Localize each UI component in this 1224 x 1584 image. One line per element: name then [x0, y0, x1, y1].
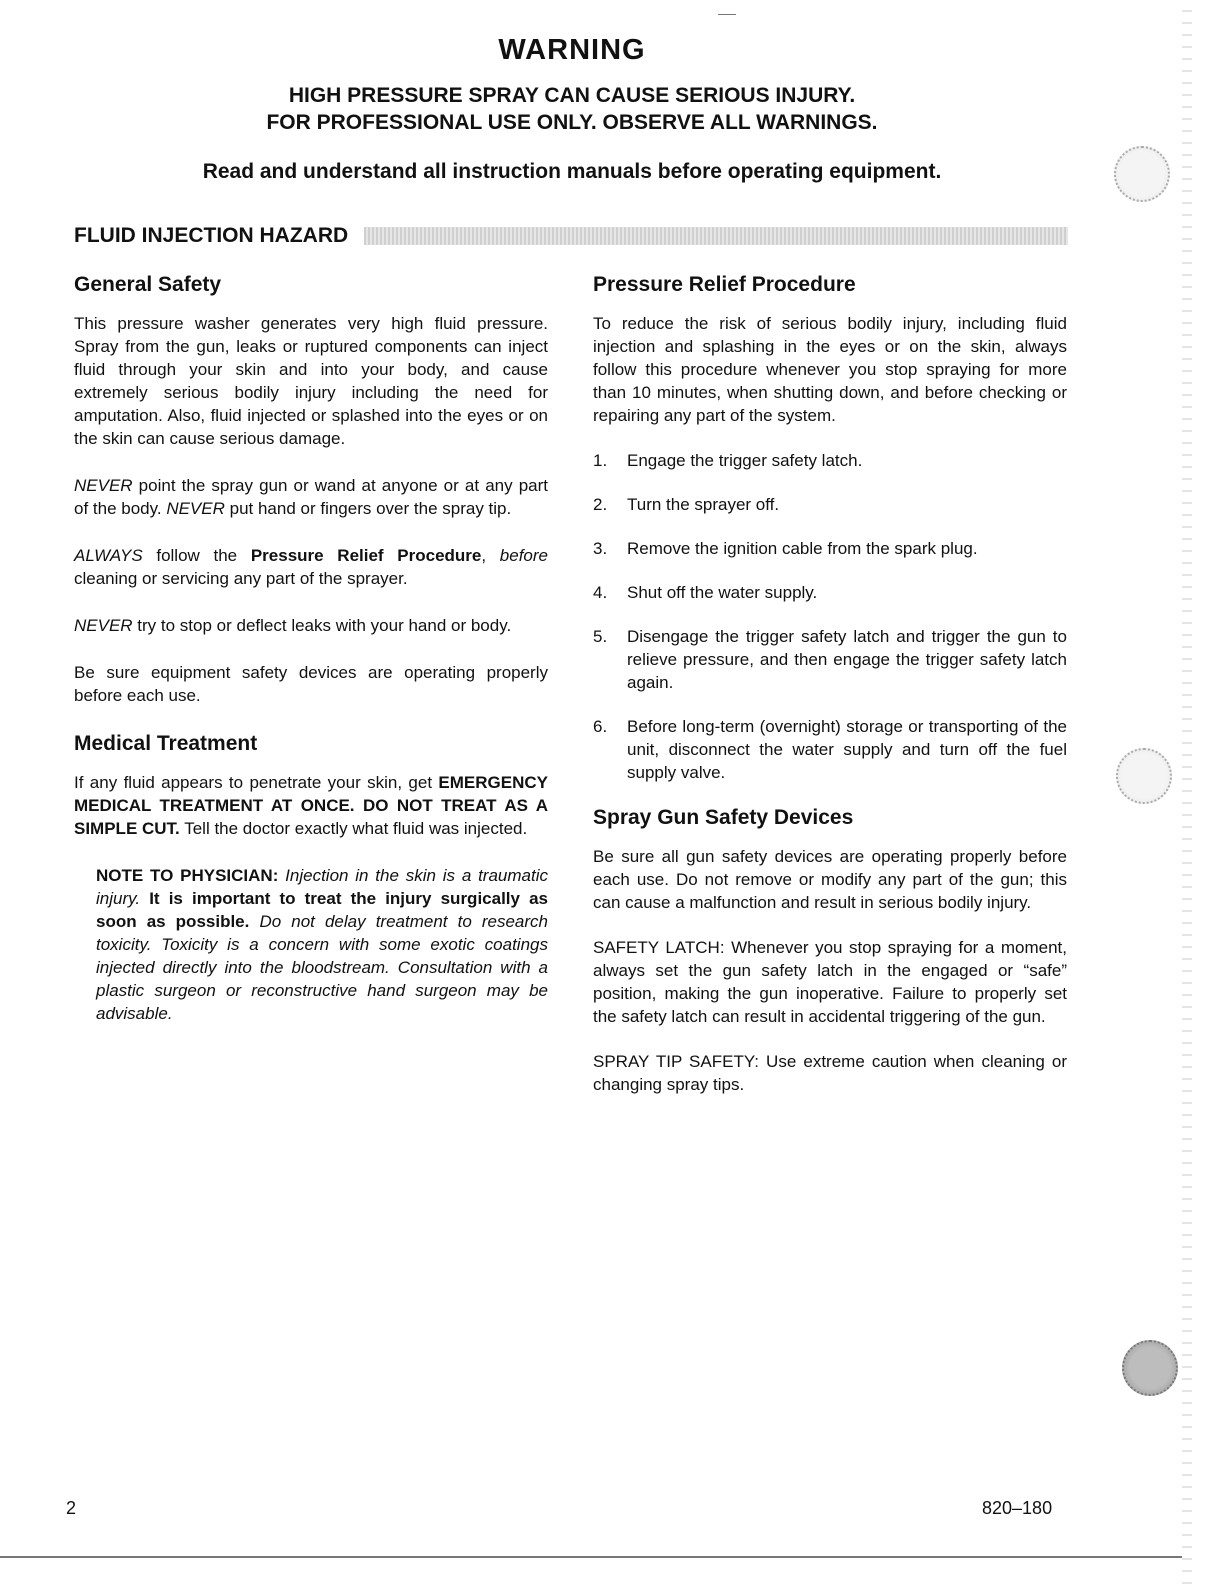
list-item	[593, 581, 1067, 604]
scan-edge-strip	[1182, 0, 1192, 1584]
warning-line-1: HIGH PRESSURE SPRAY CAN CAUSE SERIOUS INJURY.	[288, 84, 856, 107]
list-item	[593, 493, 1067, 516]
safety-latch-text: SAFETY LATCH: Whenever you stop spraying for a moment, always set the gun safety latch in the engaged or “safe” position, making the gun inoperative. Failure to properly set the safety latch can result in accidental triggering of the gun.	[593, 938, 1067, 1026]
step-number: 2.	[593, 495, 608, 514]
medical-text-a: If any fluid appears to penetrate your skin, get	[74, 773, 439, 792]
scan-mark	[718, 14, 736, 15]
warning-line-2: FOR PROFESSIONAL USE ONLY. OBSERVE ALL WARNINGS.	[266, 111, 878, 134]
hazard-shaded-bar	[364, 227, 1068, 245]
always-follow-paragraph	[74, 544, 548, 590]
general-safety-text: This pressure washer generates very high fluid pressure. Spray from the gun, leaks or ruptured components can inject fluid through your skin and into your body, and cause extremely serious bodily injury including the need for amputation. Also, fluid injected or splashed into the eyes or on the skin can cause serious damage.	[74, 314, 548, 448]
hazard-label: FLUID INJECTION HAZARD	[74, 224, 349, 247]
step-text: Turn the sprayer off.	[627, 495, 780, 514]
document-number: 820–180	[982, 1498, 1053, 1518]
note-label: NOTE TO PHYSICIAN:	[96, 866, 279, 885]
step-text: Remove the ignition cable from the spark plug.	[627, 539, 978, 558]
pressure-relief-intro: To reduce the risk of serious bodily injury, including fluid injection and splashing in the eyes or on the skin, always follow this procedure whenever you stop spraying for more than 10 minutes, when shutting down, and before checking or repairing any part of the system.	[593, 314, 1067, 425]
scan-bottom-edge	[0, 1556, 1182, 1558]
step-number: 4.	[593, 583, 608, 602]
list-item	[593, 625, 1067, 694]
spray-gun-devices-heading: Spray Gun Safety Devices	[593, 806, 854, 829]
always-text-a: follow the	[142, 546, 251, 565]
note-text-1: Injection in the skin is a traumatic injury.	[96, 866, 548, 908]
always-text-c: cleaning or servicing any part of the sprayer.	[74, 569, 408, 588]
warning-subtitle	[0, 82, 1144, 136]
right-column	[593, 272, 1067, 1118]
step-text: Before long-term (overnight) storage or transporting of the unit, disconnect the water supply and turn off the fuel supply valve.	[627, 717, 1067, 782]
step-text: Shut off the water supply.	[627, 583, 818, 602]
spray-tip-safety-text: SPRAY TIP SAFETY: Use extreme caution when cleaning or changing spray tips.	[593, 1052, 1067, 1094]
binder-hole	[1122, 1340, 1178, 1396]
step-number: 6.	[593, 717, 608, 736]
never-emphasis: NEVER	[74, 476, 133, 495]
binder-hole	[1116, 748, 1172, 804]
never-stop-leaks-paragraph	[74, 614, 548, 637]
read-manuals-line: Read and understand all instruction manuals before operating equipment.	[202, 160, 942, 183]
note-to-physician	[96, 864, 548, 1025]
never-emphasis-2: NEVER	[166, 499, 225, 518]
step-number: 5.	[593, 627, 608, 646]
step-number: 3.	[593, 539, 608, 558]
always-text-b: ,	[481, 546, 500, 565]
always-emphasis: ALWAYS	[74, 546, 143, 565]
never-point-text-a: point the spray gun or wand at anyone or at any part of the body.	[74, 476, 548, 518]
never-emphasis-3: NEVER	[74, 616, 133, 635]
list-item	[593, 449, 1067, 472]
spray-gun-devices-text: Be sure all gun safety devices are operating properly before each use. Do not remove or modify any part of the gun; this can cause a malfunction and result in serious bodily injury.	[593, 847, 1067, 912]
left-column	[74, 272, 548, 1025]
pressure-relief-reference: Pressure Relief Procedure	[250, 546, 482, 565]
pressure-relief-heading: Pressure Relief Procedure	[593, 273, 856, 296]
medical-emergency-bold: EMERGENCY MEDICAL TREATMENT AT ONCE. DO NOT TREAT AS A SIMPLE CUT.	[74, 773, 548, 838]
note-text-2: Do not delay treatment to research toxicity. Toxicity is a concern with some exotic coatings injected directly into the bloodstream. Consultation with a plastic surgeon or reconstructive hand surgeon may be advisable.	[96, 912, 548, 1023]
medical-treatment-heading: Medical Treatment	[74, 732, 258, 755]
never-stop-leaks-text: try to stop or deflect leaks with your hand or body.	[132, 616, 512, 635]
hazard-banner	[74, 222, 1068, 250]
before-emphasis: before	[499, 546, 548, 565]
medical-treatment-text	[74, 771, 548, 840]
step-text: Engage the trigger safety latch.	[627, 451, 863, 470]
binder-hole	[1114, 146, 1170, 202]
never-point-text-b: put hand or fingers over the spray tip.	[224, 499, 512, 518]
list-item	[593, 537, 1067, 560]
relief-steps-list	[593, 449, 1067, 784]
warning-title: WARNING	[498, 34, 646, 66]
general-safety-heading: General Safety	[74, 273, 222, 296]
never-point-paragraph	[74, 474, 548, 520]
note-important: It is important to treat the injury surgically as soon as possible.	[96, 889, 548, 931]
medical-text-b: Tell the doctor exactly what fluid was injected.	[179, 819, 528, 838]
step-number: 1.	[593, 451, 608, 470]
step-text: Disengage the trigger safety latch and trigger the gun to relieve pressure, and then engage the trigger safety latch again.	[627, 627, 1067, 692]
list-item	[593, 715, 1067, 784]
page-number: 2	[66, 1498, 77, 1518]
be-sure-devices-paragraph: Be sure equipment safety devices are operating properly before each use.	[74, 663, 548, 705]
